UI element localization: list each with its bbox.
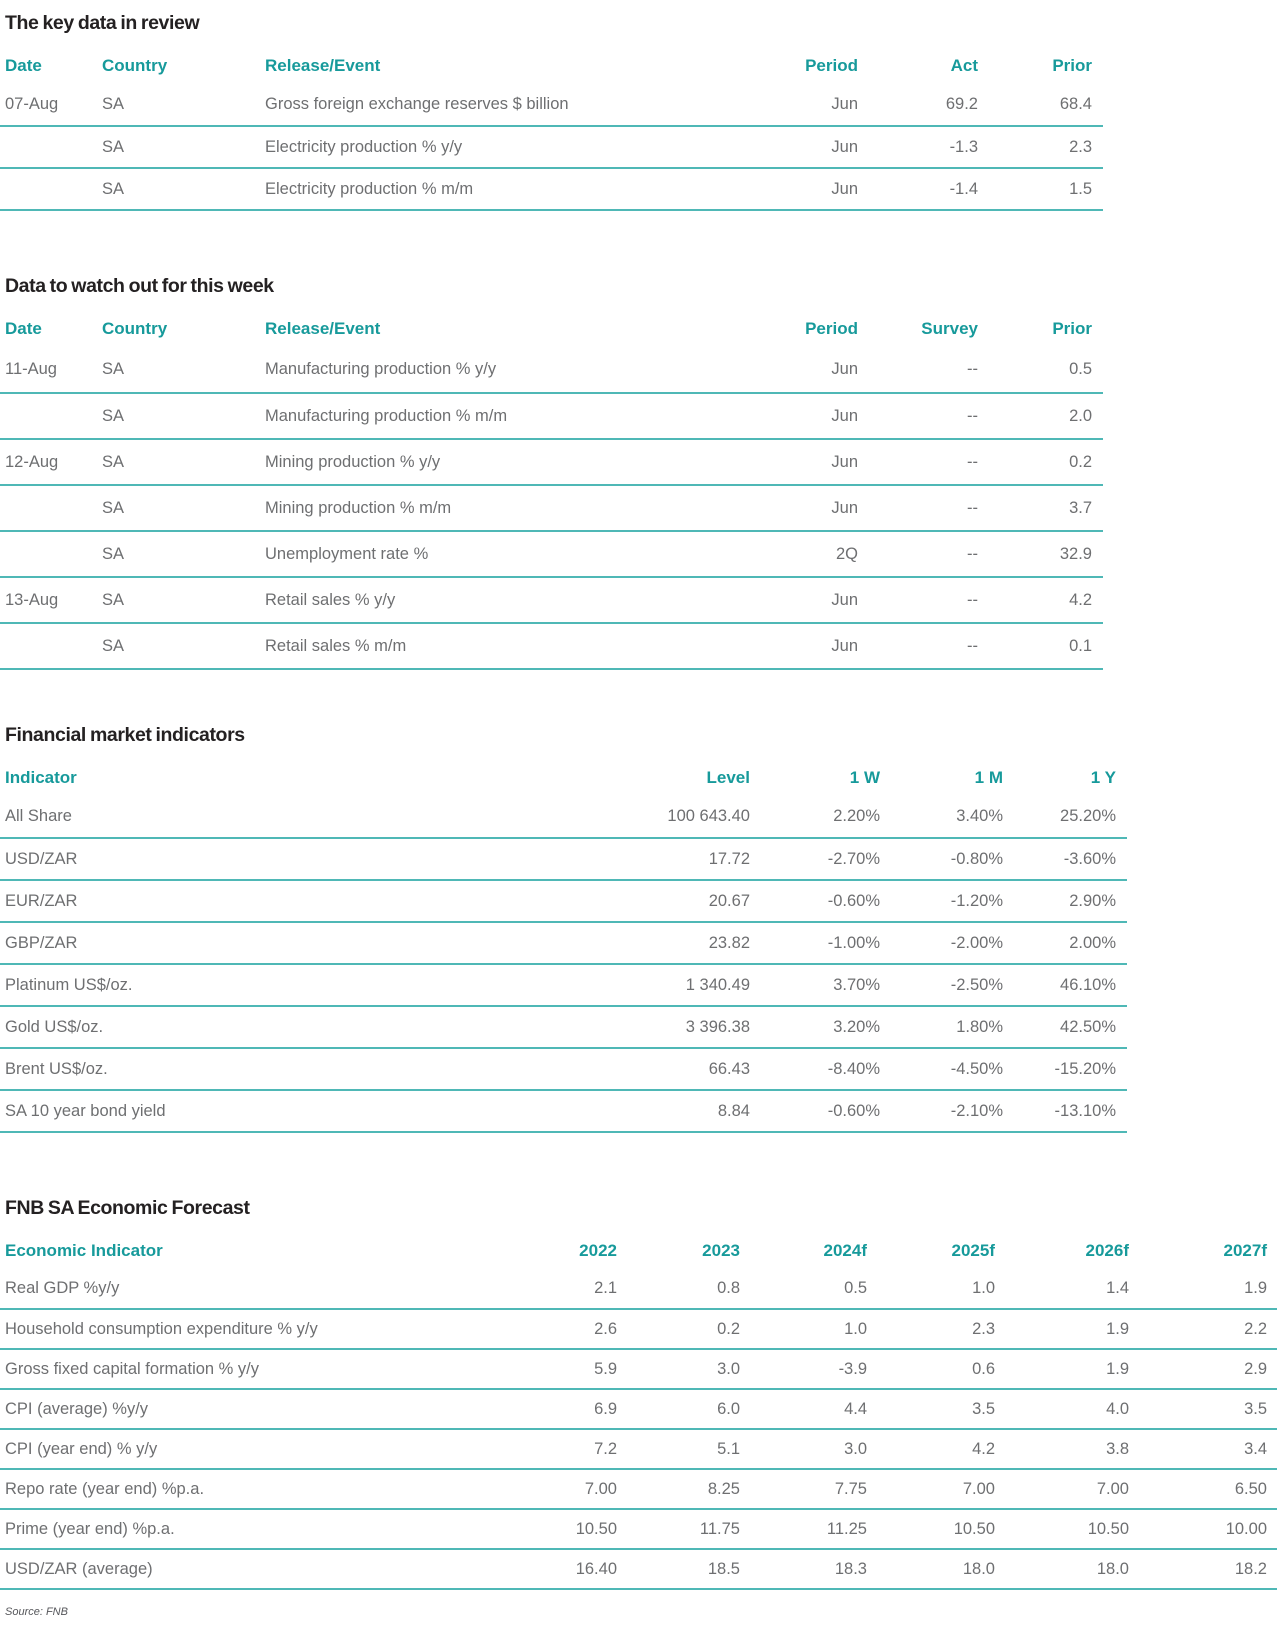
cell-2027f: 10.00	[1129, 1509, 1277, 1549]
cell-1w: 3.20%	[750, 1006, 880, 1048]
cell-1y: -3.60%	[1003, 838, 1127, 880]
cell-2022: 10.50	[477, 1509, 617, 1549]
table-row	[0, 168, 1103, 210]
cell-2026f: 18.0	[995, 1549, 1129, 1589]
cell-indicator: Gold US$/oz.	[0, 1006, 590, 1048]
key-data-header-row	[0, 48, 1103, 84]
table-row	[0, 1309, 1277, 1349]
cell-date	[0, 623, 102, 669]
cell-2027f: 2.9	[1129, 1349, 1277, 1389]
cell-country: SA	[102, 531, 265, 577]
cell-2025f: 3.5	[867, 1389, 995, 1429]
cell-release: Mining production % y/y	[265, 439, 740, 485]
cell-2023: 18.5	[617, 1549, 740, 1589]
cell-2027f: 3.5	[1129, 1389, 1277, 1429]
cell-1m: 1.80%	[880, 1006, 1003, 1048]
cell-indicator: Household consumption expenditure % y/y	[0, 1309, 477, 1349]
column-header-indicator: Indicator	[5, 768, 77, 787]
cell-indicator: USD/ZAR	[0, 838, 590, 880]
cell-period: Jun	[740, 126, 858, 168]
column-header-economic-indicator: Economic Indicator	[5, 1241, 163, 1260]
cell-date: 13-Aug	[0, 577, 102, 623]
cell-period: 2Q	[740, 531, 858, 577]
cell-1m: -2.10%	[880, 1090, 1003, 1132]
cell-prior: 4.2	[978, 577, 1103, 623]
cell-prior: 0.1	[978, 623, 1103, 669]
column-header-country: Country	[102, 319, 168, 338]
table-row	[0, 796, 1127, 838]
column-header-date: Date	[5, 56, 42, 75]
table-row	[0, 393, 1103, 439]
cell-2022: 5.9	[477, 1349, 617, 1389]
cell-date: 11-Aug	[0, 347, 102, 393]
table-row	[0, 1349, 1277, 1389]
table-row	[0, 439, 1103, 485]
cell-survey: --	[858, 439, 978, 485]
table-row	[0, 126, 1103, 168]
cell-period: Jun	[740, 347, 858, 393]
cell-act: -1.4	[858, 168, 978, 210]
cell-2026f: 4.0	[995, 1389, 1129, 1429]
cell-2023: 3.0	[617, 1349, 740, 1389]
cell-release: Retail sales % m/m	[265, 623, 740, 669]
cell-level: 66.43	[590, 1048, 750, 1090]
economic-forecast-table	[0, 1233, 1277, 1590]
column-header-2024f: 2024f	[823, 1241, 867, 1260]
cell-release: Unemployment rate %	[265, 531, 740, 577]
cell-indicator: EUR/ZAR	[0, 880, 590, 922]
cell-date	[0, 168, 102, 210]
cell-indicator: Brent US$/oz.	[0, 1048, 590, 1090]
cell-date: 07-Aug	[0, 84, 102, 126]
table-row	[0, 964, 1127, 1006]
cell-country: SA	[102, 623, 265, 669]
cell-level: 1 340.49	[590, 964, 750, 1006]
table-row	[0, 485, 1103, 531]
cell-2027f: 6.50	[1129, 1469, 1277, 1509]
cell-period: Jun	[740, 168, 858, 210]
cell-1y: 42.50%	[1003, 1006, 1127, 1048]
cell-release: Manufacturing production % m/m	[265, 393, 740, 439]
table-row	[0, 1006, 1127, 1048]
cell-indicator: Repo rate (year end) %p.a.	[0, 1469, 477, 1509]
table-row	[0, 347, 1103, 393]
cell-2023: 8.25	[617, 1469, 740, 1509]
cell-2025f: 1.0	[867, 1269, 995, 1309]
cell-2024f: 11.25	[740, 1509, 867, 1549]
cell-survey: --	[858, 577, 978, 623]
cell-2027f: 18.2	[1129, 1549, 1277, 1589]
table-row	[0, 577, 1103, 623]
cell-2027f: 2.2	[1129, 1309, 1277, 1349]
cell-prior: 3.7	[978, 485, 1103, 531]
cell-date	[0, 485, 102, 531]
cell-act: 69.2	[858, 84, 978, 126]
cell-2023: 0.8	[617, 1269, 740, 1309]
cell-prior: 68.4	[978, 84, 1103, 126]
cell-country: SA	[102, 577, 265, 623]
cell-1y: 2.00%	[1003, 922, 1127, 964]
cell-level: 100 643.40	[590, 796, 750, 838]
forecast-header-row	[0, 1233, 1277, 1269]
cell-1m: -2.00%	[880, 922, 1003, 964]
cell-period: Jun	[740, 393, 858, 439]
column-header-1y: 1 Y	[1090, 768, 1116, 787]
cell-1m: -4.50%	[880, 1048, 1003, 1090]
cell-date	[0, 393, 102, 439]
cell-2022: 7.00	[477, 1469, 617, 1509]
cell-1w: -1.00%	[750, 922, 880, 964]
cell-period: Jun	[740, 623, 858, 669]
cell-date: 12-Aug	[0, 439, 102, 485]
cell-release: Electricity production % m/m	[265, 168, 740, 210]
table-row	[0, 1429, 1277, 1469]
cell-2022: 2.1	[477, 1269, 617, 1309]
cell-level: 3 396.38	[590, 1006, 750, 1048]
cell-release: Manufacturing production % y/y	[265, 347, 740, 393]
cell-1y: 2.90%	[1003, 880, 1127, 922]
cell-2025f: 0.6	[867, 1349, 995, 1389]
cell-country: SA	[102, 126, 265, 168]
source-note: Source: FNB	[5, 1606, 68, 1618]
cell-2026f: 10.50	[995, 1509, 1129, 1549]
cell-1y: 25.20%	[1003, 796, 1127, 838]
cell-date	[0, 126, 102, 168]
table-row	[0, 84, 1103, 126]
cell-2026f: 3.8	[995, 1429, 1129, 1469]
cell-prior: 32.9	[978, 531, 1103, 577]
market-indicators-table	[0, 760, 1127, 1133]
cell-2024f: 0.5	[740, 1269, 867, 1309]
cell-1m: -2.50%	[880, 964, 1003, 1006]
cell-prior: 2.0	[978, 393, 1103, 439]
cell-1m: -0.80%	[880, 838, 1003, 880]
key-data-title: The key data in review	[5, 12, 200, 34]
column-header-period: Period	[805, 56, 858, 75]
cell-period: Jun	[740, 84, 858, 126]
cell-indicator: Real GDP %y/y	[0, 1269, 477, 1309]
cell-release: Mining production % m/m	[265, 485, 740, 531]
cell-indicator: CPI (average) %y/y	[0, 1389, 477, 1429]
cell-2025f: 4.2	[867, 1429, 995, 1469]
cell-indicator: SA 10 year bond yield	[0, 1090, 590, 1132]
cell-2027f: 1.9	[1129, 1269, 1277, 1309]
column-header-1m: 1 M	[974, 768, 1003, 787]
cell-level: 8.84	[590, 1090, 750, 1132]
cell-indicator: Platinum US$/oz.	[0, 964, 590, 1006]
cell-1y: -15.20%	[1003, 1048, 1127, 1090]
cell-survey: --	[858, 485, 978, 531]
watch-data-table	[0, 311, 1103, 670]
column-header-date: Date	[5, 319, 42, 338]
column-header-2025f: 2025f	[951, 1241, 995, 1260]
cell-1y: 46.10%	[1003, 964, 1127, 1006]
cell-survey: --	[858, 347, 978, 393]
column-header-prior: Prior	[1052, 56, 1092, 75]
cell-country: SA	[102, 347, 265, 393]
cell-2024f: 18.3	[740, 1549, 867, 1589]
cell-2023: 6.0	[617, 1389, 740, 1429]
cell-2026f: 1.4	[995, 1269, 1129, 1309]
economic-forecast-title: FNB SA Economic Forecast	[5, 1197, 250, 1219]
cell-2024f: 7.75	[740, 1469, 867, 1509]
table-row	[0, 623, 1103, 669]
cell-2022: 7.2	[477, 1429, 617, 1469]
column-header-release: Release/Event	[265, 56, 381, 75]
column-header-2023: 2023	[702, 1241, 740, 1260]
column-header-survey: Survey	[921, 319, 978, 338]
column-header-release: Release/Event	[265, 319, 381, 338]
cell-survey: --	[858, 393, 978, 439]
cell-2025f: 2.3	[867, 1309, 995, 1349]
column-header-prior: Prior	[1052, 319, 1092, 338]
cell-2025f: 7.00	[867, 1469, 995, 1509]
cell-country: SA	[102, 485, 265, 531]
market-indicators-title: Financial market indicators	[5, 724, 245, 746]
cell-country: SA	[102, 168, 265, 210]
cell-2025f: 18.0	[867, 1549, 995, 1589]
table-row	[0, 1048, 1127, 1090]
cell-2022: 2.6	[477, 1309, 617, 1349]
column-header-2027f: 2027f	[1223, 1241, 1267, 1260]
table-row	[0, 922, 1127, 964]
cell-country: SA	[102, 439, 265, 485]
column-header-2022: 2022	[579, 1241, 617, 1260]
cell-2024f: 3.0	[740, 1429, 867, 1469]
cell-period: Jun	[740, 439, 858, 485]
cell-country: SA	[102, 84, 265, 126]
cell-2024f: 4.4	[740, 1389, 867, 1429]
cell-prior: 2.3	[978, 126, 1103, 168]
cell-1w: 3.70%	[750, 964, 880, 1006]
table-row	[0, 1549, 1277, 1589]
cell-indicator: USD/ZAR (average)	[0, 1549, 477, 1589]
cell-2022: 16.40	[477, 1549, 617, 1589]
cell-2026f: 7.00	[995, 1469, 1129, 1509]
cell-1w: 2.20%	[750, 796, 880, 838]
cell-2026f: 1.9	[995, 1349, 1129, 1389]
table-row	[0, 838, 1127, 880]
cell-level: 17.72	[590, 838, 750, 880]
cell-country: SA	[102, 393, 265, 439]
cell-1w: -2.70%	[750, 838, 880, 880]
column-header-level: Level	[706, 768, 750, 787]
cell-1w: -0.60%	[750, 880, 880, 922]
cell-2023: 0.2	[617, 1309, 740, 1349]
column-header-2026f: 2026f	[1085, 1241, 1129, 1260]
cell-level: 23.82	[590, 922, 750, 964]
column-header-country: Country	[102, 56, 168, 75]
key-data-table	[0, 48, 1103, 211]
cell-1m: 3.40%	[880, 796, 1003, 838]
cell-survey: --	[858, 623, 978, 669]
cell-act: -1.3	[858, 126, 978, 168]
table-row	[0, 1269, 1277, 1309]
cell-1y: -13.10%	[1003, 1090, 1127, 1132]
table-row	[0, 1509, 1277, 1549]
watch-data-header-row	[0, 311, 1103, 347]
table-row	[0, 531, 1103, 577]
cell-date	[0, 531, 102, 577]
cell-2026f: 1.9	[995, 1309, 1129, 1349]
cell-release: Retail sales % y/y	[265, 577, 740, 623]
cell-indicator: GBP/ZAR	[0, 922, 590, 964]
watch-data-title: Data to watch out for this week	[5, 275, 274, 297]
table-row	[0, 1389, 1277, 1429]
cell-indicator: CPI (year end) % y/y	[0, 1429, 477, 1469]
cell-indicator: All Share	[0, 796, 590, 838]
cell-2025f: 10.50	[867, 1509, 995, 1549]
cell-2023: 11.75	[617, 1509, 740, 1549]
cell-period: Jun	[740, 485, 858, 531]
cell-period: Jun	[740, 577, 858, 623]
cell-level: 20.67	[590, 880, 750, 922]
cell-indicator: Prime (year end) %p.a.	[0, 1509, 477, 1549]
cell-prior: 0.5	[978, 347, 1103, 393]
cell-2022: 6.9	[477, 1389, 617, 1429]
column-header-1w: 1 W	[849, 768, 880, 787]
cell-release: Electricity production % y/y	[265, 126, 740, 168]
cell-2024f: 1.0	[740, 1309, 867, 1349]
cell-survey: --	[858, 531, 978, 577]
cell-1m: -1.20%	[880, 880, 1003, 922]
market-header-row	[0, 760, 1127, 796]
cell-prior: 1.5	[978, 168, 1103, 210]
cell-prior: 0.2	[978, 439, 1103, 485]
cell-2023: 5.1	[617, 1429, 740, 1469]
cell-release: Gross foreign exchange reserves $ billion	[265, 84, 740, 126]
column-header-act: Act	[950, 56, 978, 75]
table-row	[0, 1469, 1277, 1509]
cell-indicator: Gross fixed capital formation % y/y	[0, 1349, 477, 1389]
cell-1w: -8.40%	[750, 1048, 880, 1090]
table-row	[0, 880, 1127, 922]
cell-1w: -0.60%	[750, 1090, 880, 1132]
cell-2024f: -3.9	[740, 1349, 867, 1389]
column-header-period: Period	[805, 319, 858, 338]
cell-2027f: 3.4	[1129, 1429, 1277, 1469]
table-row	[0, 1090, 1127, 1132]
